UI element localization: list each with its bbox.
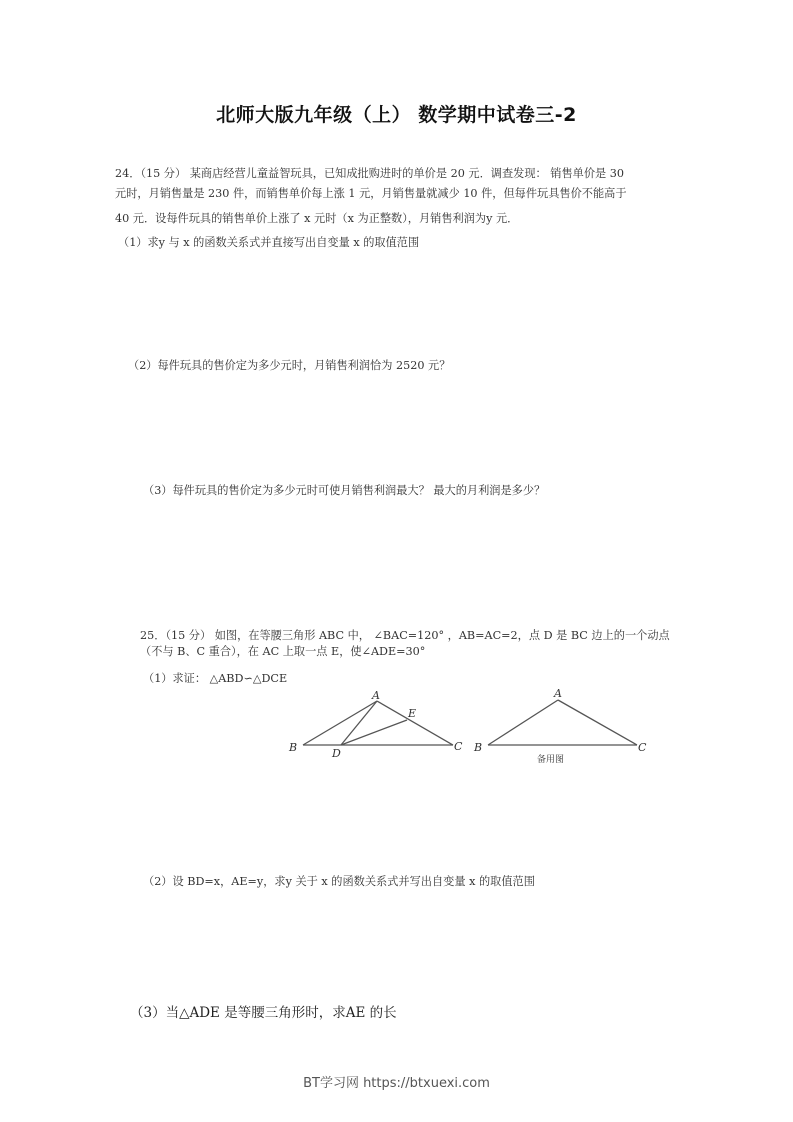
spare-label-a: A [554, 687, 562, 700]
label-d: D [332, 747, 341, 760]
q25-part2: （2）设 BD=x，AE=y，求y 关于 x 的函数关系式并写出自变量 x 的取值范围 [143, 875, 535, 888]
footer-watermark: BT学习网 https://btxuexi.com [303, 1076, 490, 1091]
q25-text-line2: （不与 B、C 重合），在 AC 上取一点 E，使∠ADE=30° [140, 645, 426, 658]
page-title: 北师大版九年级（上） 数学期中试卷三-2 [216, 104, 577, 126]
label-c: C [454, 740, 463, 753]
spare-label-b: B [474, 741, 483, 754]
q24-part1: （1）求y 与 x 的函数关系式并直接写出自变量 x 的取值范围 [118, 236, 420, 249]
q25-part1: （1）求证： △ABD∽△DCE [143, 672, 288, 685]
label-b: B [289, 741, 298, 754]
q24-text-line1: 24．（15 分） 某商店经营儿童益智玩具，已知成批购进时的单价是 20 元．调查发现： 销售单价是 30 [115, 167, 624, 180]
q24-text-line3: 40 元．设每件玩具的销售单价上涨了 x 元时（x 为正整数），月销售利润为y 元． [115, 212, 519, 225]
label-e: E [408, 707, 417, 720]
q24-text-line2: 元时，月销售量是 230 件，而销售单价每上涨 1 元，月销售量就减少 10 件，但每件玩具售价不能高于 [115, 187, 627, 200]
label-a: A [372, 689, 380, 702]
spare-figure-caption: 备用图 [537, 755, 565, 765]
q25-part3: （3）当△ADE 是等腰三角形时，求AE 的长 [130, 1005, 397, 1021]
spare-label-c: C [638, 741, 647, 754]
q24-part3: （3）每件玩具的售价定为多少元时可使月销售利润最大？ 最大的月利润是多少？ [143, 484, 546, 497]
q25-text-line1: 25．（15 分） 如图，在等腰三角形 ABC 中， ∠BAC=120° ，AB=AC=2，点 D 是 BC 边上的一个动点 [140, 629, 670, 642]
q24-part2: （2）每件玩具的售价定为多少元时，月销售利润恰为 2520 元？ [128, 359, 451, 372]
triangle-figure-spare [488, 700, 637, 745]
